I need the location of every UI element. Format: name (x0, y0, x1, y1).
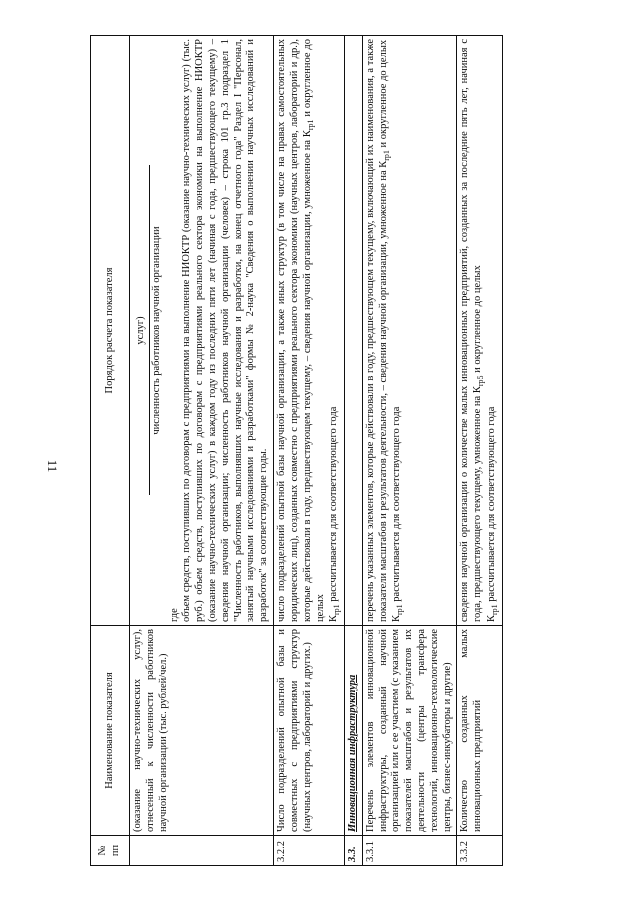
coef-note-subscript: rp1 (490, 604, 500, 615)
indicator-name: Число подразделений опытной базы и совместных с предприятиями структур (научных центров, лабораторий и других.) (273, 626, 344, 836)
fraction-numerator: услуг) (135, 166, 150, 496)
calculation-cell: число подразделений опытной базы научной организации, а также иных структур (в том числе на правах самостоятельных юридических лиц), созданных совместно с предприятиями реального сектора экономики (научных центров, лабораторий и др.), которые действовали в году, предшествующем текущему, – сведения научной организации, умноженное на $К_{rp1}$ и округленное до целых $К_{rp1}$ рассчитывается для соответствующего года (273, 36, 344, 626)
table-row-3-3-2 (457, 36, 502, 866)
section-title: Инновационная инфраструктура (345, 626, 363, 836)
section-number: 3.3. (345, 836, 363, 866)
coef-subscript: rp1 (381, 150, 391, 161)
coef-subscript: rp1 (305, 119, 315, 131)
coef-note-subscript: rp1 (395, 604, 405, 615)
table-row-3-3-1 (362, 36, 457, 866)
row-number-empty (130, 836, 274, 866)
coef-note-subscript: rp1 (332, 604, 342, 615)
header-indicator-name: Наименование показателя (91, 626, 130, 836)
calc-text-tail: и округленное до целых (301, 38, 327, 622)
calculation-cell: перечень указанных элементов, которые действовали в году, предшествующем текущему, включающий их наименования, а также показатели масштабов и результатов деятельности, – сведения научной организации, умноженное на $К_{rp1}$ и округленное до целых $К_{rp1}$ рассчитывается для соответствующего года (362, 36, 457, 626)
coef-subscript: rp5 (476, 375, 486, 387)
section-row-3-3 (345, 36, 363, 866)
calculation-cell: сведения научной организации о количестве малых инновационных предприятий, созданных за последние пять лет, начиная с года, предшествующего текущему, умноженное на $К_{rp5}$ и округленное до целых $К_{rp1}$ рассчитывается для соответствующего года (457, 36, 502, 626)
rotated-page-content (90, 36, 620, 866)
coef-note: рассчитывается для соответствующего года (328, 406, 340, 605)
table-header-row (91, 36, 130, 866)
page-number: 11 (45, 459, 60, 473)
header-calculation: Порядок расчета показателя (91, 36, 130, 626)
table-row-continued (130, 36, 274, 866)
formula-explanation: объем средств, поступивших по договорам с предприятиями на выполнение НИОКТР (оказание научно-технических услуг) (тыс. руб.) объем средств, поступивших по договорам с предприятиями реального сектора экономики на выполнение НИОКТР (оказание научно-технических услуг) в каждом году из последних пяти лет (начиная с года, предшествующего текущему) – сведения научной организации; численность работников научной организации (человек) – строка 101 гр.3 подраздел 1 "Численность работников, выполнявших научные исследования и разработки, на конец отчетного года" Раздел I "Персонал, занятый научными исследованиями и разработками" формы № 2-наука "Сведения о выполнении научных исследований и разработок" за соответствующие годы. (181, 39, 270, 622)
calculation-cell (130, 36, 274, 626)
row-number: 3.2.2 (273, 836, 344, 866)
indicator-name: Перечень элементов инновационной инфраструктуры, созданный научной организацией или с ее участием (с указанием показателей масштабов и результатов их деятельности (центры трансфера технологий, инновационно-технологические центры, бизнес-инкубаторы и другие) (362, 626, 457, 836)
header-number: № пп (91, 836, 130, 866)
formula-fraction (135, 166, 164, 496)
where-label: где (168, 608, 180, 622)
calc-text: перечень указанных элементов, которые действовали в году, предшествующем текущему, включающий их наименования, а также показатели масштабов и результатов деятельности, – сведения научной организации, умноженное на К (364, 39, 389, 622)
coef-note: рассчитывается для соответствующего года (486, 406, 498, 605)
calc-text-tail: и округленное до целых (472, 265, 484, 376)
table-row-3-2-2 (273, 36, 344, 866)
calc-text: сведения научной организации о количестве малых инновационных предприятий, созданных за последние пять лет, начиная с года, предшествующего текущему, умноженное на К (459, 39, 484, 622)
calc-text: число подразделений опытной базы научной организации, а также иных структур (в том числе на правах самостоятельных юридических лиц), созданных совместно с предприятиями реального сектора экономики (научных центров, лабораторий и др.), которые действовали в году, предшествующем текущему, – сведения научной организации, умноженное на К (275, 39, 313, 622)
coef-note: рассчитывается для соответствующего года (391, 406, 403, 605)
section-empty-cell (345, 36, 363, 626)
fraction-denominator: численность работников научной организации (150, 226, 162, 435)
indicator-name: Количество созданных малых инновационных предприятий (457, 626, 502, 836)
row-number: 3.3.2 (457, 836, 502, 866)
indicator-table (90, 35, 503, 866)
row-number: 3.3.1 (362, 836, 457, 866)
indicator-name: (оказание научно-технических услуг), отнесенный к численности работников научной организации (тыс. рублей/чел.) (130, 626, 274, 836)
calc-text-tail: и округленное до целых (377, 39, 389, 151)
